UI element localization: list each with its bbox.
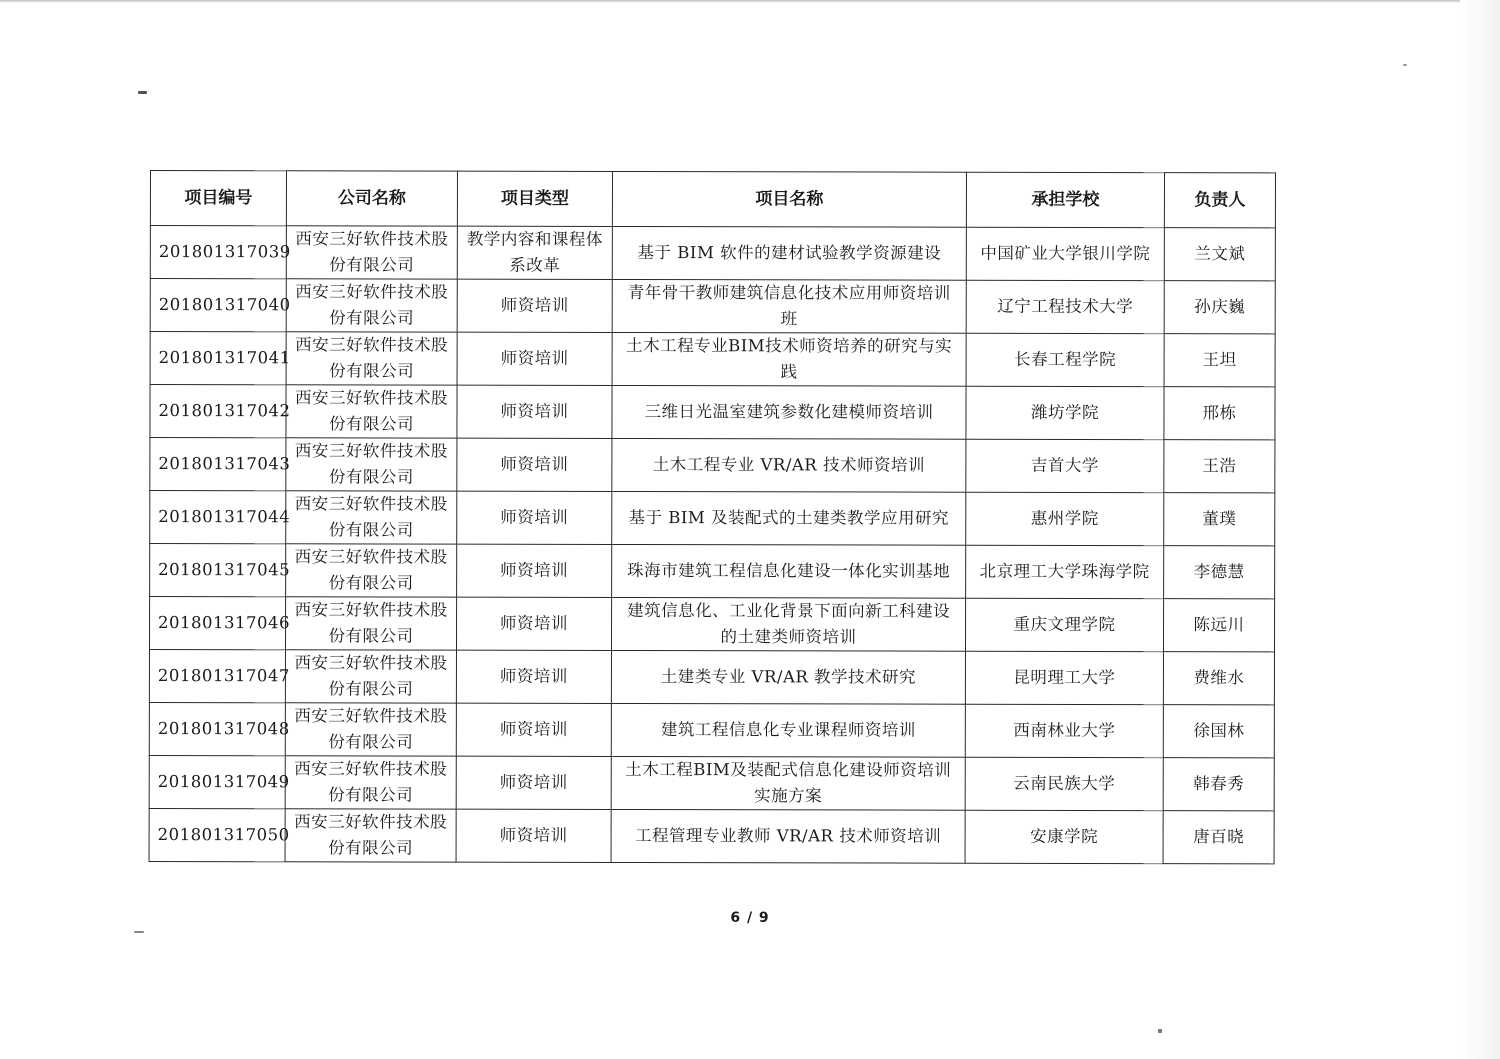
type-cell: 师资培训 — [456, 650, 611, 703]
leader-cell: 李德慧 — [1164, 546, 1275, 599]
type-cell: 师资培训 — [457, 279, 612, 332]
company-cell: 西安三好软件技术股份有限公司 — [285, 756, 456, 809]
company-cell: 西安三好软件技术股份有限公司 — [286, 491, 457, 544]
leader-cell: 邢栋 — [1164, 387, 1275, 440]
project-name-cell: 建筑工程信息化专业课程师资培训 — [611, 703, 965, 757]
scan-speck — [1403, 64, 1407, 66]
project-name-cell: 土木工程专业BIM技术师资培养的研究与实践 — [612, 332, 966, 386]
project-name-cell: 土木工程BIM及装配式信息化建设师资培训实施方案 — [611, 756, 965, 810]
type-cell: 师资培训 — [456, 597, 611, 650]
leader-cell: 唐百晓 — [1163, 811, 1274, 864]
project-id-cell: 201801317046 — [149, 597, 285, 650]
header-school: 承担学校 — [966, 172, 1164, 227]
header-project-name: 项目名称 — [612, 171, 966, 227]
company-cell: 西安三好软件技术股份有限公司 — [286, 438, 457, 491]
scan-speck — [134, 931, 144, 933]
company-cell: 西安三好软件技术股份有限公司 — [286, 226, 457, 279]
leader-cell: 徐国林 — [1163, 705, 1274, 758]
school-cell: 北京理工大学珠海学院 — [966, 545, 1164, 598]
project-table — [149, 170, 1276, 864]
scan-speck — [138, 91, 147, 94]
type-cell: 师资培训 — [456, 703, 611, 756]
school-cell: 西南林业大学 — [965, 704, 1163, 757]
project-name-cell: 三维日光温室建筑参数化建模师资培训 — [612, 385, 966, 439]
school-cell: 辽宁工程技术大学 — [966, 280, 1164, 333]
header-project-id: 项目编号 — [150, 171, 286, 226]
company-cell: 西安三好软件技术股份有限公司 — [285, 597, 456, 650]
table-row — [149, 597, 1274, 652]
table-header-row — [150, 171, 1275, 228]
project-name-cell: 基于 BIM 及装配式的土建类教学应用研究 — [612, 491, 966, 545]
leader-cell: 董璞 — [1164, 493, 1275, 546]
project-name-cell: 青年骨干教师建筑信息化技术应用师资培训班 — [612, 279, 966, 333]
school-cell: 惠州学院 — [966, 492, 1164, 545]
table-row — [149, 755, 1274, 810]
project-id-cell: 201801317050 — [149, 808, 285, 861]
company-cell: 西安三好软件技术股份有限公司 — [286, 279, 457, 332]
table-row — [149, 702, 1274, 757]
project-id-cell: 201801317042 — [150, 385, 286, 438]
project-id-cell: 201801317048 — [149, 702, 285, 755]
table-row — [150, 332, 1275, 387]
company-cell: 西安三好软件技术股份有限公司 — [286, 332, 457, 385]
project-name-cell: 土建类专业 VR/AR 教学技术研究 — [611, 650, 965, 704]
project-id-cell: 201801317041 — [150, 332, 286, 385]
type-cell: 师资培训 — [457, 438, 612, 491]
school-cell: 潍坊学院 — [966, 386, 1164, 439]
project-id-cell: 201801317040 — [150, 279, 286, 332]
project-name-cell: 工程管理专业教师 VR/AR 技术师资培训 — [611, 809, 965, 863]
table-row — [150, 438, 1275, 493]
company-cell: 西安三好软件技术股份有限公司 — [285, 809, 456, 862]
type-cell: 师资培训 — [457, 544, 612, 597]
project-id-cell: 201801317039 — [150, 226, 286, 279]
type-cell: 教学内容和课程体系改革 — [457, 226, 612, 279]
table-row — [150, 385, 1275, 440]
leader-cell: 韩春秀 — [1163, 758, 1274, 811]
type-cell: 师资培训 — [456, 756, 611, 809]
header-leader: 负责人 — [1164, 173, 1275, 228]
table-row — [150, 491, 1275, 546]
page-number: 6 / 9 — [730, 910, 770, 926]
type-cell: 师资培训 — [457, 385, 612, 438]
company-cell: 西安三好软件技术股份有限公司 — [286, 385, 457, 438]
table-row — [150, 226, 1275, 281]
leader-cell: 兰文斌 — [1164, 228, 1275, 281]
type-cell: 师资培训 — [457, 332, 612, 385]
school-cell: 吉首大学 — [966, 439, 1164, 492]
leader-cell: 陈远川 — [1163, 599, 1274, 652]
school-cell: 中国矿业大学银川学院 — [966, 227, 1164, 280]
project-id-cell: 201801317049 — [149, 755, 285, 808]
leader-cell: 王浩 — [1164, 440, 1275, 493]
scan-edge-top — [0, 0, 1500, 3]
table-row — [149, 808, 1274, 863]
project-id-cell: 201801317045 — [150, 544, 286, 597]
type-cell: 师资培训 — [457, 491, 612, 544]
project-name-cell: 土木工程专业 VR/AR 技术师资培训 — [612, 438, 966, 492]
project-name-cell: 建筑信息化、工业化背景下面向新工科建设的土建类师资培训 — [611, 597, 965, 651]
leader-cell: 王坦 — [1164, 334, 1275, 387]
header-company-name: 公司名称 — [286, 171, 457, 226]
school-cell: 安康学院 — [965, 810, 1163, 863]
header-project-type: 项目类型 — [457, 171, 612, 226]
type-cell: 师资培训 — [456, 809, 611, 862]
school-cell: 昆明理工大学 — [965, 651, 1163, 704]
table-row — [150, 279, 1275, 334]
table-row — [149, 650, 1274, 705]
scan-edge-right — [1460, 0, 1500, 1059]
project-name-cell: 基于 BIM 软件的建材试验教学资源建设 — [612, 226, 966, 280]
leader-cell: 孙庆巍 — [1164, 281, 1275, 334]
table-row — [150, 544, 1275, 599]
project-id-cell: 201801317047 — [149, 650, 285, 703]
project-id-cell: 201801317044 — [150, 491, 286, 544]
company-cell: 西安三好软件技术股份有限公司 — [285, 650, 456, 703]
scan-speck — [1158, 1029, 1162, 1033]
school-cell: 长春工程学院 — [966, 333, 1164, 386]
school-cell: 云南民族大学 — [965, 757, 1163, 810]
company-cell: 西安三好软件技术股份有限公司 — [286, 544, 457, 597]
leader-cell: 费维水 — [1163, 652, 1274, 705]
school-cell: 重庆文理学院 — [965, 598, 1163, 651]
project-id-cell: 201801317043 — [150, 438, 286, 491]
project-name-cell: 珠海市建筑工程信息化建设一体化实训基地 — [612, 544, 966, 598]
company-cell: 西安三好软件技术股份有限公司 — [285, 703, 456, 756]
